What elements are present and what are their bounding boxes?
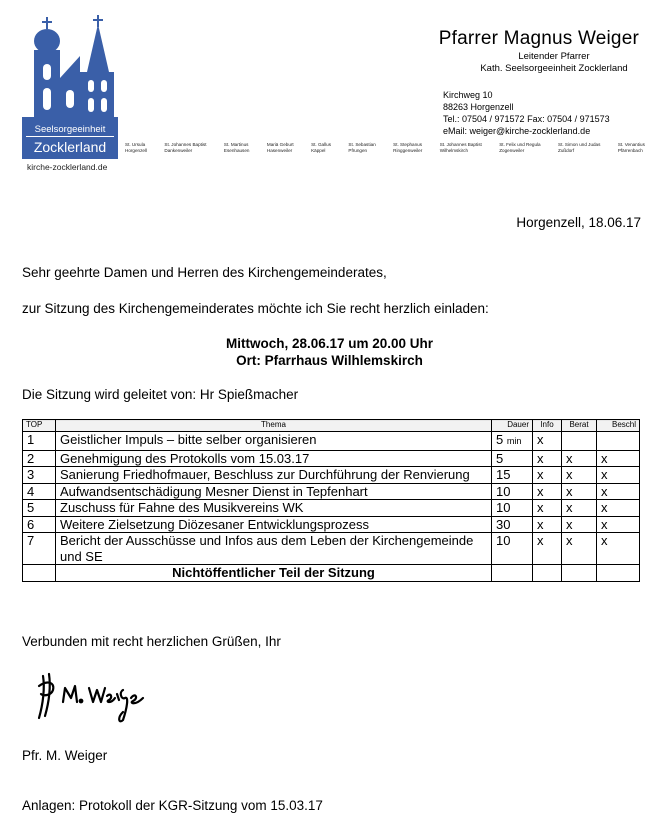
agenda-empty-cell <box>562 565 597 582</box>
dauer-unit: min <box>506 436 522 446</box>
church-logo <box>22 14 118 174</box>
sender-role: Leitender Pfarrer <box>518 51 590 62</box>
header-berat: Berat <box>562 420 597 432</box>
agenda-berat: x <box>562 483 597 500</box>
parish-town: Wilhelmskirch <box>439 148 469 153</box>
logo-line1: Seelsorgeeinheit <box>34 124 106 135</box>
parish-entry <box>393 142 422 154</box>
parish-saint: St. Gallus <box>311 142 332 147</box>
letter-date: Horgenzell, 18.06.17 <box>516 215 641 230</box>
parish-entry <box>348 142 375 154</box>
agenda-dauer <box>492 516 533 533</box>
header-thema: Thema <box>56 420 492 432</box>
dauer-value: 5 <box>496 432 504 447</box>
agenda-dauer <box>492 533 533 565</box>
agenda-empty-cell <box>492 565 533 582</box>
agenda-thema: Weitere Zielsetzung Diözesaner Entwicklungsprozess <box>56 516 492 533</box>
handwritten-signature <box>33 668 163 728</box>
logo-line2: Zocklerland <box>33 139 107 155</box>
agenda-header-row <box>23 420 640 432</box>
agenda-info: x <box>533 516 562 533</box>
agenda-top: 3 <box>23 467 56 484</box>
agenda-berat: x <box>562 516 597 533</box>
dauer-value: 10 <box>496 500 511 515</box>
agenda-closing-label: Nichtöffentlicher Teil der Sitzung <box>56 565 492 582</box>
agenda-beschl: x <box>597 533 640 565</box>
agenda-row <box>23 516 640 533</box>
parish-saint: St. Stephanus <box>393 142 423 147</box>
parish-entry <box>440 142 482 154</box>
header-dauer: Dauer <box>492 420 533 432</box>
agenda-table <box>22 419 640 582</box>
dauer-value: 30 <box>496 516 511 532</box>
invitation-text: zur Sitzung des Kirchengemeinderates möchte ich Sie recht herzlich einladen: <box>22 301 489 316</box>
parish-town: Dankenweiler <box>164 148 193 153</box>
parish-saint: St. Johannes Baptist <box>164 142 207 147</box>
signer-name: Pfr. M. Weiger <box>22 748 108 763</box>
agenda-empty-cell <box>533 565 562 582</box>
agenda-dauer <box>492 500 533 517</box>
meeting-when: Mittwoch, 28.06.17 um 20.00 Uhr <box>225 336 434 351</box>
agenda-dauer <box>492 450 533 467</box>
agenda-row <box>23 533 640 565</box>
agenda-info: x <box>533 483 562 500</box>
dauer-value: 15 <box>496 467 511 482</box>
parish-saint: St. Sebastian <box>348 142 376 147</box>
agenda-berat: x <box>562 450 597 467</box>
agenda-berat: x <box>562 533 597 565</box>
parish-saint: St. Venantius <box>617 142 645 147</box>
sender-email: eMail: weiger@kirche-zocklerland.de <box>443 126 591 136</box>
agenda-info: x <box>533 467 562 484</box>
agenda-row <box>23 467 640 484</box>
closing-text: Verbunden mit recht herzlichen Grüßen, Ihr <box>22 634 281 649</box>
sender-name: Pfarrer Magnus Weiger <box>438 28 639 49</box>
parish-town: Zußdorf <box>558 148 575 153</box>
sender-phone: Tel.: 07504 / 971572 Fax: 07504 / 971573 <box>443 114 610 124</box>
parish-town: Esenhausen <box>223 148 250 153</box>
sender-address <box>443 89 610 137</box>
salutation: Sehr geehrte Damen und Herren des Kirchengemeinderates, <box>22 265 387 280</box>
agenda-thema: Genehmigung des Protokolls vom 15.03.17 <box>56 450 492 467</box>
parish-entry <box>311 142 331 154</box>
parish-town: Hasenweiler <box>266 148 293 153</box>
agenda-dauer <box>492 467 533 484</box>
agenda-thema: Geistlicher Impuls – bitte selber organisieren <box>56 432 492 451</box>
attachments-text: Anlagen: Protokoll der KGR-Sitzung vom 15.03.17 <box>22 798 323 813</box>
agenda-berat <box>562 432 597 451</box>
agenda-beschl: x <box>597 516 640 533</box>
parish-town: Pfärrenbach <box>617 148 643 153</box>
dauer-value: 5 <box>496 450 504 466</box>
logo-url: kirche-zocklerland.de <box>27 162 108 172</box>
parish-entry <box>164 142 206 154</box>
parish-saint: St. Ursula <box>125 142 146 147</box>
parish-entry <box>499 142 540 154</box>
chair-text: Die Sitzung wird geleitet von: Hr Spießmacher <box>22 387 299 402</box>
agenda-empty-cell <box>597 565 640 582</box>
parish-town: Ringgenweiler <box>393 148 423 153</box>
parish-saint: Mariä Geburt <box>266 142 294 147</box>
header-beschl: Beschl <box>597 420 640 432</box>
agenda-row <box>23 450 640 467</box>
parish-saint: St. Johannes Baptist <box>439 142 482 147</box>
agenda-dauer <box>492 483 533 500</box>
sender-unit: Kath. Seelsorgeeinheit Zocklerland <box>480 63 628 74</box>
agenda-thema: Bericht der Ausschüsse und Infos aus dem Leben der Kirchengemeinde und SE <box>56 533 492 565</box>
header-top: TOP <box>23 420 56 432</box>
parish-entry <box>125 142 147 154</box>
agenda-beschl: x <box>597 500 640 517</box>
agenda-thema: Sanierung Friedhofmauer, Beschluss zur Durchführung der Renvierung <box>56 467 492 484</box>
parish-saint: St. Simon und Judas <box>558 142 601 147</box>
agenda-berat: x <box>562 467 597 484</box>
agenda-dauer <box>492 432 533 451</box>
sender-city: 88263 Horgenzell <box>443 102 514 112</box>
parish-entry <box>558 142 600 154</box>
parish-town: Zogenweiler <box>499 148 525 153</box>
agenda-beschl <box>597 432 640 451</box>
agenda-beschl: x <box>597 467 640 484</box>
agenda-top: 2 <box>23 450 56 467</box>
agenda-top: 7 <box>23 533 56 565</box>
parish-entry <box>618 142 645 154</box>
agenda-thema: Aufwandsentschädigung Mesner Dienst in Tepfenhart <box>56 483 492 500</box>
agenda-row <box>23 483 640 500</box>
agenda-beschl: x <box>597 450 640 467</box>
agenda-top: 6 <box>23 516 56 533</box>
parish-list <box>125 142 645 154</box>
meeting-where: Ort: Pfarrhaus Wilhlemskirch <box>236 353 423 368</box>
agenda-row <box>23 500 640 517</box>
parish-town: Pfrungen <box>348 148 368 153</box>
agenda-info: x <box>533 533 562 565</box>
agenda-info: x <box>533 500 562 517</box>
dauer-value: 10 <box>496 483 511 499</box>
agenda-top: 5 <box>23 500 56 517</box>
dauer-value: 10 <box>496 533 511 548</box>
agenda-thema: Zuschuss für Fahne des Musikvereins WK <box>56 500 492 517</box>
header-info: Info <box>533 420 562 432</box>
parish-entry <box>224 142 250 154</box>
sender-street: Kirchweg 10 <box>443 90 493 100</box>
agenda-info: x <box>533 450 562 467</box>
agenda-berat: x <box>562 500 597 517</box>
parish-town: Horgenzell <box>125 148 147 153</box>
agenda-closing-row <box>23 565 640 582</box>
agenda-top: 4 <box>23 483 56 500</box>
parish-entry <box>267 142 294 154</box>
agenda-top: 1 <box>23 432 56 451</box>
sender-block <box>339 28 639 74</box>
agenda-top <box>23 565 56 582</box>
parish-saint: St. Martinus <box>223 142 249 147</box>
parish-town: Käppel <box>311 148 326 153</box>
agenda-row <box>23 432 640 451</box>
parish-saint: St. Felix und Regula <box>499 142 541 147</box>
agenda-info: x <box>533 432 562 451</box>
agenda-beschl: x <box>597 483 640 500</box>
